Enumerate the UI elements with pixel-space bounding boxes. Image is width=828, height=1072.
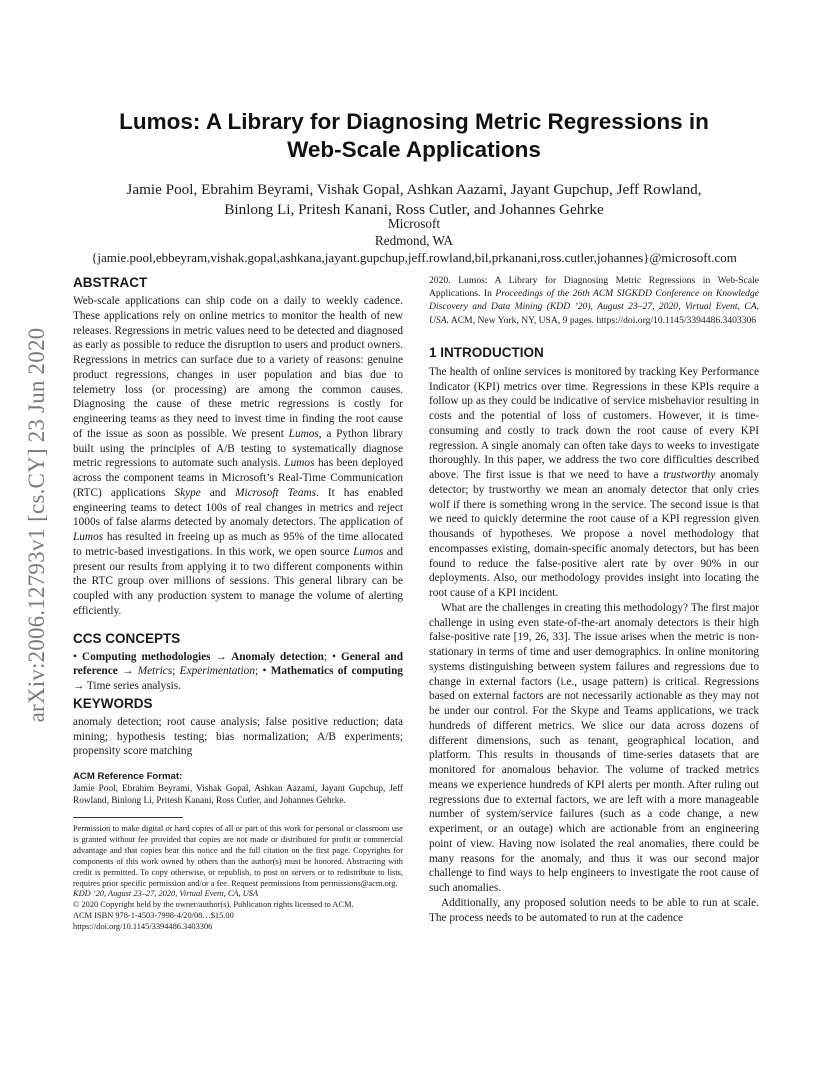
intro-paragraph-3: Additionally, any proposed solution needs to be able to run at scale. The process needs to be automated to run at the cadence: [429, 896, 759, 924]
authors-line-2: Binlong Li, Pritesh Kanani, Ross Cutler, and Johannes Gehrke: [224, 201, 604, 218]
paper-title: [90, 108, 738, 164]
permission-text: Permission to make digital or hard copies of all or part of this work for personal or classroom use is granted without fee provided that copies are not made or distributed for profit or commercial advantage and that copies bear this notice and the full citation on the first page. Copyrights for components of this work owned by others than the author(s) must be honored. Abstracting with credit is permitted. To copy otherwise, or republish, to post on servers or to redistribute to lists, requires prior specific permission and/or a fee. Request permissions from permissions@acm.org.: [73, 824, 403, 888]
acm-reference: [73, 771, 403, 807]
introduction-heading: 1 INTRODUCTION: [429, 344, 544, 360]
authors-line-1: Jamie Pool, Ebrahim Beyrami, Vishak Gopal, Ashkan Aazami, Jayant Gupchup, Jeff Rowland,: [126, 181, 702, 198]
right-column: [429, 274, 759, 925]
affiliation: Microsoft: [387, 216, 440, 231]
title-line-2: Web-Scale Applications: [287, 137, 541, 162]
reference-citation: 2020. Lumos: A Library for Diagnosing Metric Regressions in Web-Scale Applications. In Proceedings of the 26th ACM SIGKDD Conference on Knowledge Discovery and Data Mining (KDD ’20), August 23–27, 2020, Virtual Event, CA, USA. ACM, New York, NY, USA, 9 pages. https://doi.org/10.1145/3394486.3403306: [429, 275, 759, 326]
intro-paragraph-2: What are the challenges in creating this methodology? The first major challenge in using even state-of-the-art anomaly detectors is their high false-positive rate [19, 26, 33]. The issue arises when the metric is non-stationary in terms of time and user demographics. In online monitoring systems distinguishing between system failures and regressions due to change in external factors (i.e., usage pattern) is critical. Regressions based on external factors are not necessarily actionable as they may not be under our control. For the Skype and Teams applications, we track hundreds of different metrics. We slice our data across dozens of different dimensions, such as tenant, geographical location, and platform. This results in thousands of time-series datasets that are monitored for anomalous behavior. The volume of tracked metrics means we experience hundreds of KPI alerts per month. After ruling out regressions due to external factors, we are left with a more manageable number of system/service failures (such as a code change, a new experiment, or an outage) which are actionable from an engineering point of view. Having now isolated the real anomalies, there could be many reasons for the anomaly, and thus it was our second major challenge to find ways to help engineers to investigate the root cause of such anomalies.: [429, 601, 759, 895]
ccs-heading: CCS CONCEPTS: [73, 630, 181, 646]
acm-ref-text: Jamie Pool, Ebrahim Beyrami, Vishak Gopal, Ashkan Aazami, Jayant Gupchup, Jeff Rowland, Binlong Li, Pritesh Kanani, Ross Cutler, and Johannes Gehrke.: [73, 784, 403, 806]
permission-block: [73, 824, 403, 933]
author-list: [60, 180, 768, 220]
arxiv-stamp: [22, 290, 52, 760]
conference-line: KDD ’20, August 23–27, 2020, Virtual Event, CA, USA: [73, 889, 259, 899]
isbn-line: ACM ISBN 978-1-4503-7998-4/20/08…$15.00: [73, 911, 234, 921]
abstract-text: Web-scale applications can ship code on a daily to weekly cadence. These applications rely on online metrics to monitor the health of new releases. Regressions in metric values need to be detected and diagnosed as early as possible to reduce the disruption to users and product owners. Regressions in metrics can surface due to a variety of reasons: genuine product regressions, changes in user population and bias due to telemetry loss (or processing) are among the common causes. Diagnosing the cause of these metric regressions is costly for engineering teams as they need to invest time in finding the root cause of the issue as soon as possible. We present Lumos, a Python library built using the principles of A/B testing to systematically diagnose metric regressions to automate such analysis. Lumos has been deployed across the component teams in Microsoft’s Real-Time Communication (RTC) applications Skype and Microsoft Teams. It has enabled engineering teams to detect 100s of real changes in metrics and reject 1000s of false alarms detected by anomaly detectors. The application of Lumos has resulted in freeing up as much as 95% of the time allocated to metric-based investigations. In this work, we open source Lumos and present our results from applying it to two different components within the RTC group over millions of sessions. This general library can be coupled with any production system to manage the volume of alerting efficiently.: [73, 295, 404, 617]
title-line-1: Lumos: A Library for Diagnosing Metric Regressions in: [119, 109, 709, 134]
keywords-text: anomaly detection; root cause analysis; false positive reduction; data mining; hypothesis testing; bias normalization; A/B experiments; propensity score matching: [73, 715, 403, 758]
location: Redmond, WA: [374, 233, 454, 248]
arxiv-stamp-text: arXiv:2006.12793v1 [cs.CY] 23 Jun 2020: [24, 327, 49, 723]
email-list: {jamie.pool,ebbeyram,vishak.gopal,ashkana,jayant.gupchup,jeff.rowland,bil,prkanani,ross.cutler,johannes}@microsoft.com: [91, 250, 737, 265]
ccs-concepts: • Computing methodologies → Anomaly detection; • General and reference → Metrics; Experimentation; • Mathematics of computing → Time series analysis.: [73, 650, 403, 692]
copyright-line: © 2020 Copyright held by the owner/author(s). Publication rights licensed to ACM.: [73, 900, 354, 910]
intro-paragraph-1: The health of online services is monitored by tracking Key Performance Indicator (KPI) metrics over time. Regressions in these KPIs require a follow up as they could be indicative of service misbehavior resulting in costs and the potential of loss of customers. However, it is time-consuming and costly to track down the root cause of every KPI regression. A single anomaly can often take days to weeks to investigate thoroughly. In this paper, we address the two core difficulties described above. The first issue is that we need to have a trustworthy anomaly detector; by trustworthy we mean an anomaly detector that only cries wolf if there is something wrong in the service. The second issue is that we need to quickly determine the root cause of a KPI regression given thousands of hypotheses. We propose a novel methodology that encompasses existing, domain-specific anomaly detectors, but has been found to reduce the false-positive alert rate by over 90% in our deployments. Also, our methodology provides insight into locating the root cause of a KPI incident.: [429, 365, 759, 600]
left-column: [73, 274, 403, 933]
acm-ref-heading: ACM Reference Format:: [73, 771, 183, 782]
abstract-heading: ABSTRACT: [73, 275, 148, 290]
keywords-heading: KEYWORDS: [73, 695, 153, 711]
affiliation-block: [60, 215, 768, 266]
footnote-rule: [73, 817, 183, 818]
doi-line: https://doi.org/10.1145/3394486.3403306: [73, 922, 213, 932]
